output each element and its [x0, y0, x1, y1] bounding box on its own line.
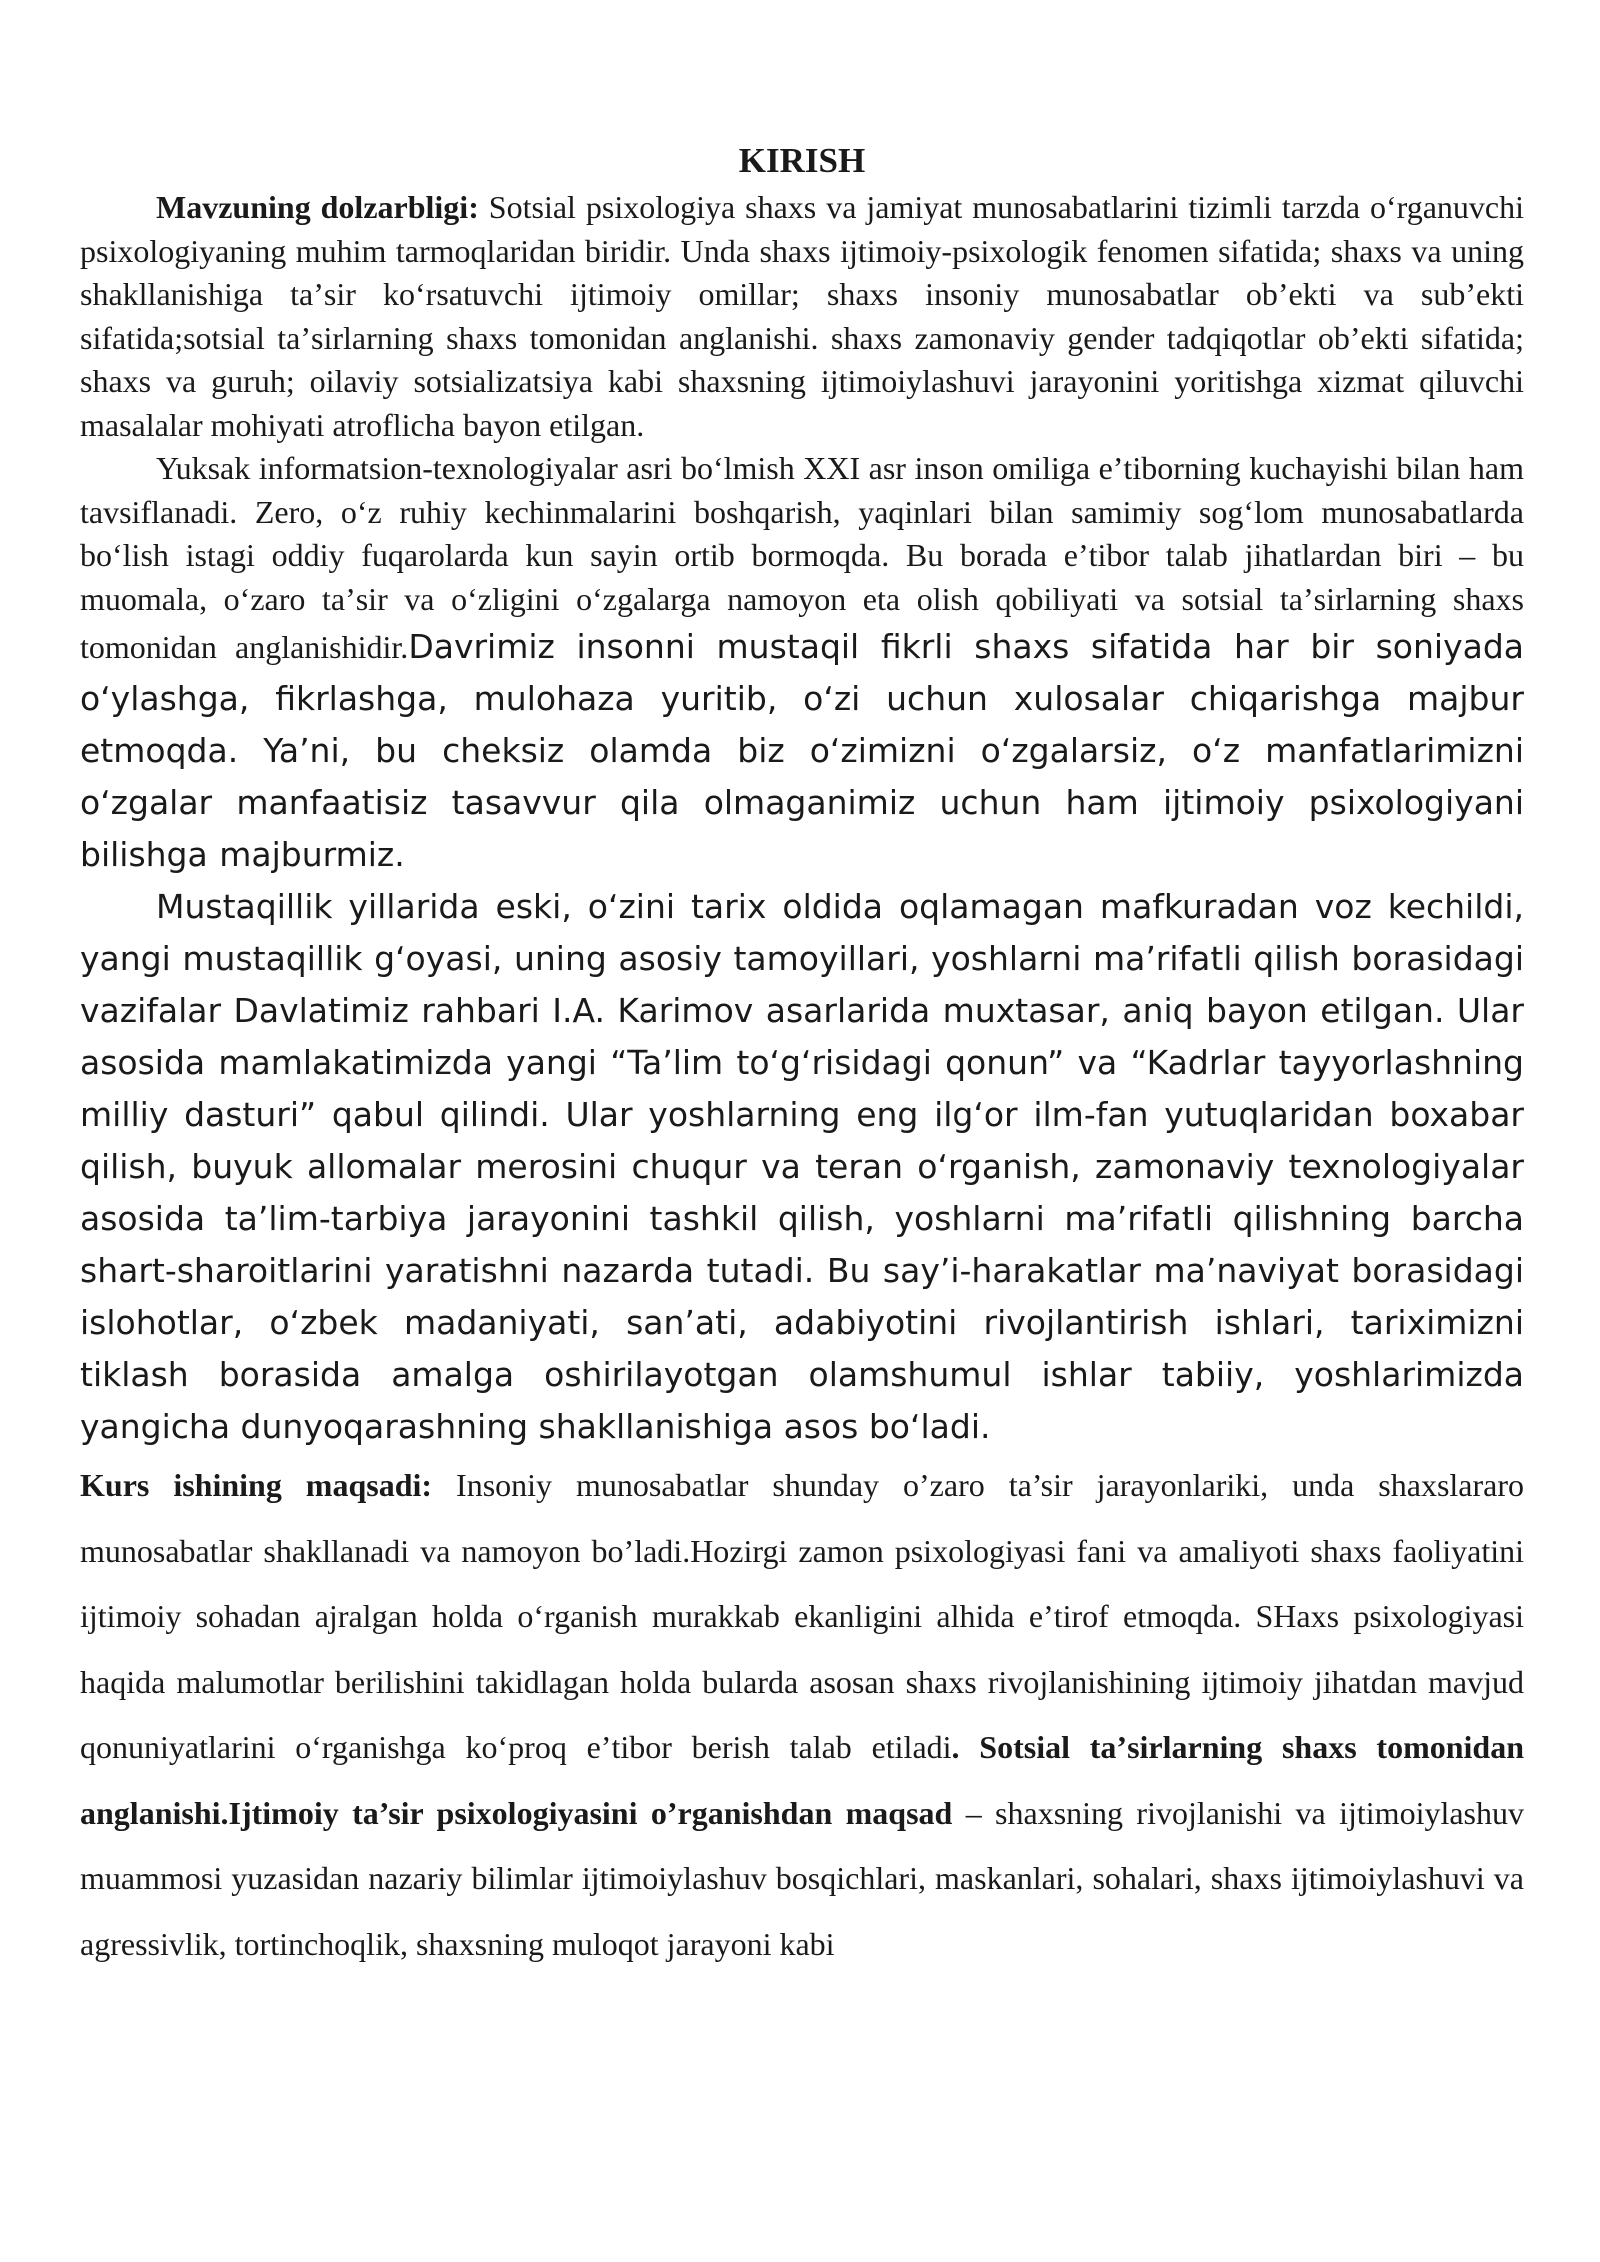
page-title: KIRISH: [738, 141, 866, 180]
course-goal-text-continued: – shaxsning rivojlanishi va ijtimoiylashuv muammosi yuzasidan nazariy bilimlar ijtimoiylashuv bosqichlari, maskanlari, sohalari, shaxs ijtimoiylashuvi va agressivlik, tortinchoqlik, shaxsning muloqot jarayoni kabi: [80, 1794, 1525, 1962]
relevance-heading: Mavzuning dolzarbligi:: [156, 189, 479, 225]
paragraph-course-goal: [80, 1453, 1524, 1977]
paragraph-independence: Mustaqillik yillarida eski, oʻzini tarix oldida oqlamagan mafkuradan voz kechildi, yangi mustaqillik gʻoyasi, uning asosiy tamoyillari, yoshlarni maʼrifatli qilish borasidagi vazifalar Davlatimiz rahbari I.A. Karimov asarlarida muxtasar, aniq bayon etilgan. Ular asosida mamlakatimizda yangi “Taʼlim toʻgʻrisidagi qonun” va “Kadrlar tayyorlashning milliy dasturi” qabul qilindi. Ular yoshlarning eng ilgʻor ilm-fan yutuqlaridan boxabar qilish, buyuk allomalar merosini chuqur va teran oʻrganish, zamonaviy texnologiyalar asosida taʼlim-tarbiya jarayonini tashkil qilish, yoshlarni maʼrifatli qilishning barcha shart-sharoitlarini yaratishni nazarda tutadi. Bu sayʼi-harakatlar maʼnaviyat borasidagi islohotlar, oʻzbek madaniyati, sanʼati, adabiyotini rivojlantirish ishlari, tariximizni tiklash borasida amalga oshirilayotgan olamshumul ishlar tabiiy, yoshlarimizda yangicha dunyoqarashning shakllanishiga asos boʻladi.: [80, 887, 1524, 1446]
document-page: [80, 138, 1524, 1977]
course-goal-heading: Kurs ishining maqsadi:: [80, 1467, 433, 1503]
paragraph-relevance: [80, 186, 1524, 447]
information-age-text: Yuksak informatsion-texnologiyalar asri boʻlmish XXI asr inson omiliga eʼtiborning kuchayishi bilan ham tavsiflanadi. Zero, oʻz ruhiy kechinmalarini boshqarish, yaqinlari bilan samimiy sogʻlom munosabatlarda boʻlish istagi oddiy fuqarolarda kun sayin ortib bormoqda. Bu borada eʼtibor talab jihatlardan biri – bu muomala, oʻzaro taʼsir va oʻzligini oʻzgalarga namoyon eta olish qobiliyati va sotsial taʼsirlarning shaxs tomonidan anglanishidir.: [80, 450, 1524, 665]
paragraph-information-age: [80, 447, 1524, 881]
independent-thinking-text: Davrimiz insonni mustaqil fikrli shaxs sifatida har bir soniyada oʻylashga, fikrlashga, mulohaza yuritib, oʻzi uchun xulosalar chiqarishga majbur etmoqda. Yaʼni, bu cheksiz olamda biz oʻzimizni oʻzgalarsiz, oʻz manfatlarimizni oʻzgalar manfaatisiz tasavvur qila olmaganimiz uchun ham ijtimoiy psixologiyani bilishga majburmiz.: [80, 627, 1524, 874]
course-goal-text: Insoniy munosabatlar shunday o’zaro ta’sir jarayonlariki, unda shaxslararo munosabatlar shakllanadi va namoyon bo’ladi.Hozirgi zamon psixologiyasi fani va amaliyoti shaxs faoliyatini ijtimoiy sohadan ajralgan holda oʻrganish murakkab ekanligini alhida eʼtirof etmoqda. SHaxs psixologiyasi haqida malumotlar berilishini takidlagan holda bularda asosan shaxs rivojlanishining ijtimoiy jihatdan mavjud qonuniyatlarini oʻrganishga koʻproq eʼtibor berish talab etiladi: [80, 1467, 1525, 1765]
course-goal-bold-text: . Sotsial taʼsirlarning shaxs tomonidan anglanishi.Ijtimoiy ta’sir psixologiyasini o’rganishdan maqsad: [80, 1729, 1525, 1831]
relevance-text: Sotsial psixologiya shaxs va jamiyat munosabatlarini tizimli tarzda oʻrganuvchi psixologiyaning muhim tarmoqlaridan biridir. Unda shaxs ijtimoiy-psixologik fenomen sifatida; shaxs va uning shakllanishiga taʼsir koʻrsatuvchi ijtimoiy omillar; shaxs insoniy munosabatlar obʼekti va subʼekti sifatida;sotsial taʼsirlarning shaxs tomonidan anglanishi. shaxs zamonaviy gender tadqiqotlar obʼekti sifatida; shaxs va guruh; oilaviy sotsializatsiya kabi shaxsning ijtimoiylashuvi jarayonini yoritishga xizmat qiluvchi masalalar mohiyati atroflicha bayon etilgan.: [80, 189, 1525, 443]
